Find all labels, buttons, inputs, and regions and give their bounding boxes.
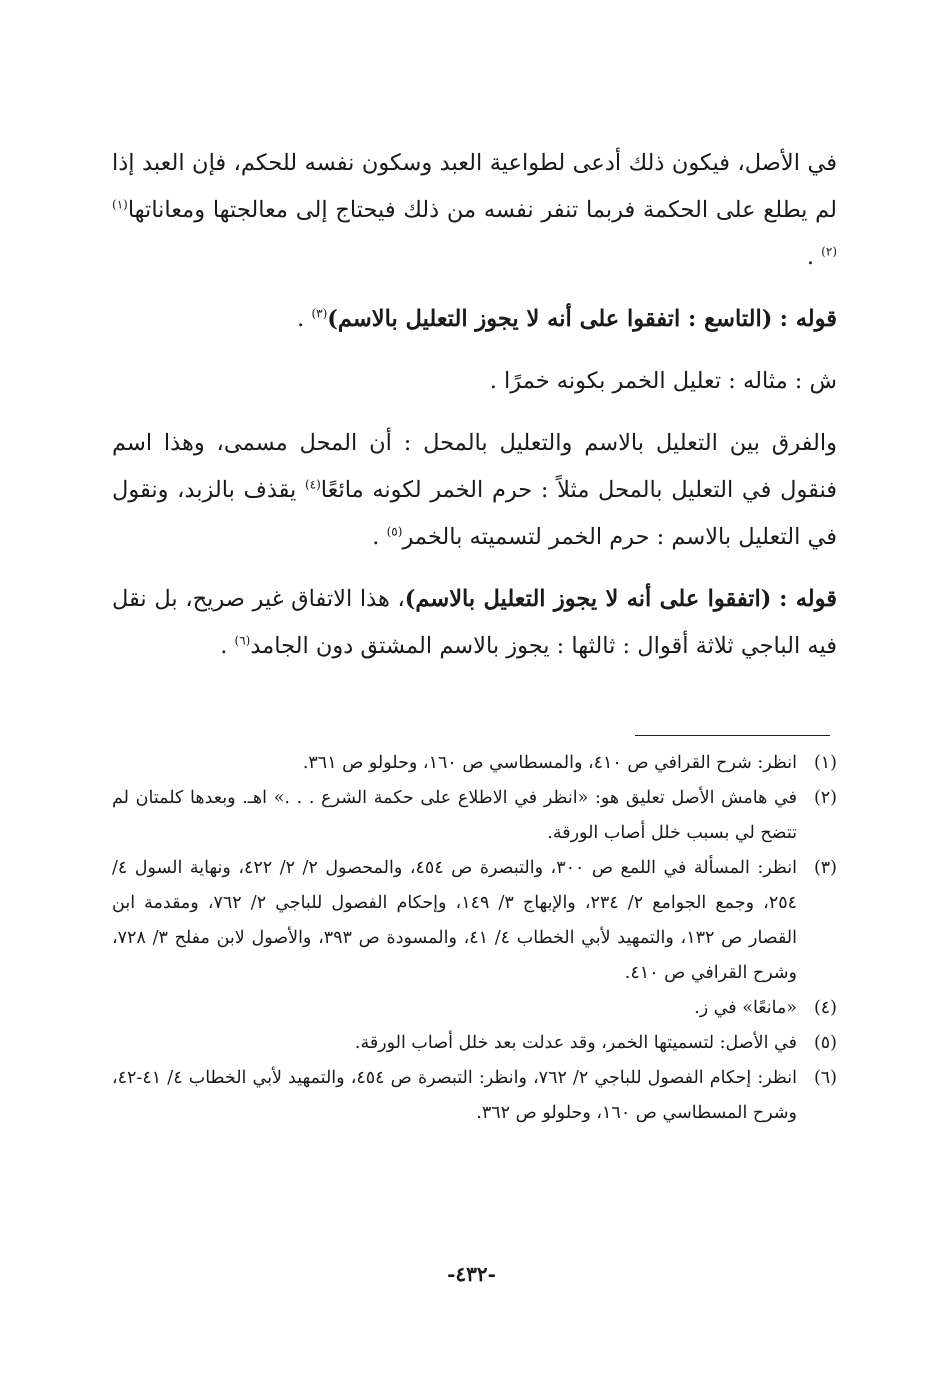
footnote-5 — [112, 1026, 837, 1061]
footnote-text: في هامش الأصل تعليق هو: «انظر في الاطلاع على حكمة الشرع . . .» اهـ. وبعدها كلمتان لم تتضح لي بسبب خلل أصاب الورقة. — [112, 788, 797, 843]
footnote-divider — [635, 735, 830, 736]
footnote-6 — [112, 1061, 837, 1131]
quote-text-2: (اتفقوا على أنه لا يجوز التعليل بالاسم) — [404, 586, 772, 612]
quote-text: (التاسع : اتفقوا على أنه لا يجوز التعليل بالاسم) — [327, 306, 773, 332]
footnote-text: في الأصل: لتسميتها الخمر، وقد عدلت بعد خلل أصاب الورقة. — [354, 1033, 797, 1053]
paragraph-1-text: في الأصل، فيكون ذلك أدعى لطواعية العبد وسكون نفسه للحكم، فإن العبد إذا لم يطلع على الحكمة فربما تنفر نفسه من ذلك فيحتاج إلى معالجتها ومعاناتها — [112, 150, 837, 223]
footnote-3 — [112, 851, 837, 991]
footnote-number: (٣) — [813, 858, 837, 878]
footnote-1 — [112, 746, 837, 781]
footnote-number: (٤) — [813, 998, 837, 1018]
footnote-2 — [112, 781, 837, 851]
footnote-ref-4[interactable]: (٤) — [304, 477, 321, 492]
footnotes — [112, 746, 837, 1131]
footnote-number: (٥) — [813, 1033, 837, 1053]
paragraph-2-end: . — [297, 306, 305, 332]
paragraph-5-text: ، هذا الاتفاق غير صريح، بل نقل فيه الباجي ثلاثة أقوال : ثالثها : يجوز بالاسم المشتق دون الجامد — [112, 586, 837, 659]
paragraph-3 — [112, 358, 837, 405]
footnote-number: (٢) — [813, 788, 837, 808]
footnote-text: «مانعًا» في ز. — [694, 998, 797, 1018]
main-text — [112, 140, 837, 670]
paragraph-4-end: . — [372, 524, 380, 550]
paragraph-5 — [112, 576, 837, 670]
footnote-text: انظر: المسألة في اللمع ص ٣٠٠، والتبصرة ص ٤٥٤، والمحصول ٢/ ٢/ ٤٢٢، ونهاية السول ٤/ ٢٥٤، وجمع الجوامع ٢/ ٢٣٤، والإبهاج ٣/ ١٤٩، وإحكام الفصول للباجي ٢/ ٧٦٢، ومقدمة ابن القصار ص ١٣٢، والتمهيد لأبي الخطاب ٤/ ٤١، والمسودة ص ٣٩٣، والأصول لابن مفلح ٣/ ٧٢٨، وشرح القرافي ص ٤١٠. — [112, 858, 798, 983]
footnote-text: انظر: شرح القرافي ص ٤١٠، والمسطاسي ص ١٦٠، وحلولو ص ٣٦١. — [302, 753, 797, 773]
footnote-ref-1-2[interactable]: (١) (٢) — [112, 197, 837, 259]
paragraph-4-text-b: يقذف بالزبد، ونقول في التعليل بالاسم : حرم الخمر لتسميته بالخمر — [112, 477, 837, 550]
footnote-number: (٦) — [813, 1068, 837, 1088]
paragraph-4-text-a: والفرق بين التعليل بالاسم والتعليل بالمحل : أن المحل مسمى، وهذا اسم فنقول في التعليل بالمحل مثلاً : حرم الخمر لكونه مائعًا — [112, 430, 837, 503]
paragraph-1-end: . — [806, 244, 815, 270]
paragraph-2 — [112, 296, 837, 343]
footnote-ref-3[interactable]: (٣) — [311, 306, 328, 321]
paragraph-3-text: ش : مثاله : تعليل الخمر بكونه خمرًا . — [489, 368, 837, 394]
footnote-number: (١) — [813, 753, 837, 773]
footnote-ref-5[interactable]: (٥) — [386, 524, 403, 539]
footnote-ref-6[interactable]: (٦) — [234, 633, 251, 648]
paragraph-1 — [112, 140, 837, 281]
footnote-text: انظر: إحكام الفصول للباجي ٢/ ٧٦٢، وانظر: التبصرة ص ٤٥٤، والتمهيد لأبي الخطاب ٤/ ٤١-٤٢، وشرح المسطاسي ص ١٦٠، وحلولو ص ٣٦٢. — [112, 1068, 797, 1123]
paragraph-4 — [112, 420, 837, 561]
quote-lead-2: قوله : — [779, 586, 838, 612]
footnote-4 — [112, 991, 837, 1026]
quote-lead: قوله : — [779, 306, 837, 332]
paragraph-5-end: . — [220, 633, 228, 659]
page-number: -٤٣٢- — [447, 1262, 496, 1286]
